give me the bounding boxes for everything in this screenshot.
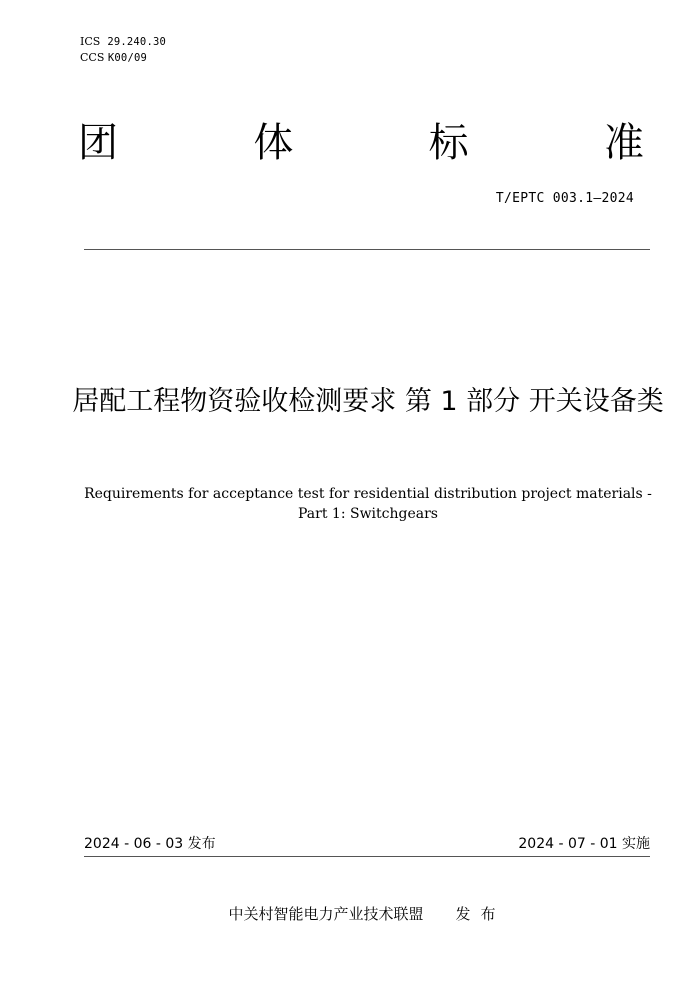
publisher-action: 发布 xyxy=(455,905,506,923)
bottom-divider xyxy=(84,856,650,857)
publisher-organization: 中关村智能电力产业技术联盟 xyxy=(228,905,424,923)
title-char-1: 团 xyxy=(78,120,118,166)
document-type-title xyxy=(78,116,644,170)
title-char-4: 准 xyxy=(603,120,644,166)
ics-label: ICS xyxy=(80,35,101,48)
ics-row xyxy=(80,34,166,50)
publisher-line xyxy=(84,903,650,925)
ccs-row xyxy=(80,50,166,66)
ics-value: 29.240.30 xyxy=(107,36,167,48)
english-title: Requirements for acceptance test for residential distribution project materials - Part 1: Switchgears xyxy=(84,486,652,522)
classification-codes xyxy=(80,34,166,66)
ccs-label: CCS xyxy=(80,51,105,64)
publish-date: 2024 - 06 - 03 发布 xyxy=(84,836,216,852)
title-char-3: 标 xyxy=(428,120,469,166)
ccs-value: K00/09 xyxy=(107,52,148,64)
standard-number: T/EPTC 003.1—2024 xyxy=(495,191,634,206)
title-char-2: 体 xyxy=(253,120,294,166)
top-divider xyxy=(84,249,650,250)
implement-date: 2024 - 07 - 01 实施 xyxy=(518,836,650,852)
chinese-title: 居配工程物资验收检测要求 第 1 部分 开关设备类 xyxy=(72,386,664,417)
